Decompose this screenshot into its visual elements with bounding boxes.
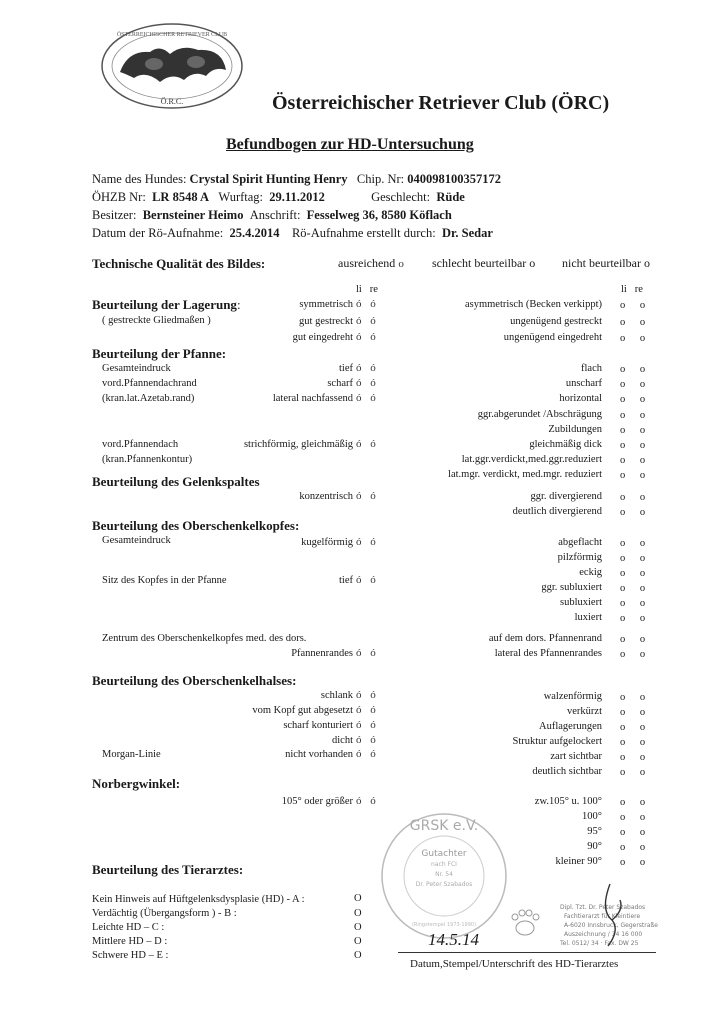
mark-d100: o o	[620, 812, 652, 823]
section-norberg: Norbergwinkel:	[92, 776, 181, 791]
row-flach: flach	[581, 363, 602, 374]
row-gesamteindruck: Gesamteindruck	[102, 363, 171, 374]
chip-number: 040098100357172	[407, 172, 502, 186]
row-scharf: scharf	[327, 378, 353, 389]
dog-name: Crystal Spirit Hunting Henry	[189, 172, 348, 186]
row-nichtvorh: nicht vorhanden	[285, 749, 353, 760]
row-pfannenrandes: Pfannenrandes	[291, 648, 353, 659]
stamp-role: Gutachter	[421, 849, 467, 859]
vet-signature	[590, 880, 630, 950]
row-asymm: asymmetrisch (Becken verkippt)	[464, 299, 602, 310]
row-deutdiv: deutlich divergierend	[512, 506, 602, 517]
row-zart: zart sichtbar	[550, 751, 602, 762]
chip-label: Chip. Nr:	[356, 172, 405, 186]
quality-opt-ausreichend: ausreichend o	[338, 256, 407, 270]
row-latggr: lat.ggr.verdickt,med.ggr.reduziert	[461, 454, 602, 465]
handwritten-date: 14.5.14	[428, 930, 479, 949]
mark-gleichdick: o o	[620, 440, 652, 451]
stamp-years: (Ringstempel 1973-1990)	[411, 922, 477, 928]
logo-ring-text: ÖSTERREICHISCHER RETRIEVER CLUB	[116, 32, 228, 38]
info-line-2	[92, 190, 465, 205]
signature-label: Datum,Stempel/Unterschrift des HD-Tierarztes	[410, 958, 619, 970]
row-zubildungen: Zubildungen	[548, 424, 602, 435]
row-strich: strichförmig, gleichmäßig	[243, 439, 353, 450]
row-latdors: lateral des Pfannenrandes	[494, 648, 602, 659]
quality-opt-schlecht: schlecht beurteilbar o	[432, 256, 536, 270]
quality-label: Technische Qualität des Bildes:	[92, 256, 266, 271]
mark-ggrsub: o o	[620, 583, 652, 594]
row-ggrsub: ggr. subluxiert	[541, 582, 602, 593]
row-ggrdiv: ggr. divergierend	[530, 491, 602, 502]
row-eckig: eckig	[579, 567, 602, 578]
row-tief: tief	[339, 363, 353, 374]
info-line-4	[92, 226, 493, 241]
row-sitz: Sitz des Kopfes in der Pfanne	[102, 575, 227, 586]
mark-ggrdiv: o o	[620, 492, 652, 503]
row-lux: luxiert	[574, 612, 602, 623]
mark-dicht: ó ó	[356, 734, 379, 746]
row-vordpfd: vord.Pfannendach	[102, 439, 179, 450]
mark-guteingedreht: ó ó	[356, 331, 379, 343]
mark-kleiner90: o o	[620, 857, 652, 868]
verdict-a: Kein Hinweis auf Hüftgelenksdysplasie (HD) - A :	[92, 894, 305, 905]
row-vord: vord.Pfannendachrand	[102, 378, 197, 389]
mark-d95: o o	[620, 827, 652, 838]
row-ggrabgerundet: ggr.abgerundet /Abschrägung	[477, 409, 602, 420]
row-unscharf: unscharf	[565, 378, 602, 389]
mark-ungestreckt: o o	[620, 317, 652, 328]
vet-stamp-line-4: Auszeichnung / 34 16 000	[564, 931, 643, 938]
verdict-b-mark: O	[354, 908, 362, 919]
section-kopf: Beurteilung des Oberschenkelkopfes:	[92, 518, 300, 533]
mark-tief: ó ó	[356, 362, 379, 374]
row-schlank: schlank	[320, 690, 353, 701]
mark-sub: o o	[620, 598, 652, 609]
wurftag-label: Wurftag:	[218, 190, 264, 204]
row-dicht: dicht	[332, 735, 353, 746]
mark-latmgr: o o	[620, 470, 652, 481]
row-scharfkont: scharf konturiert	[283, 720, 353, 731]
ohzb-label: ÖHZB Nr:	[92, 190, 146, 204]
paw-icon	[508, 908, 542, 938]
row-lateral: lateral nachfassend	[272, 393, 353, 404]
col-header-right: li re	[621, 284, 643, 295]
logo-abbrev: Ö.R.C.	[160, 97, 184, 106]
owner-value: Bernsteiner Heimo	[142, 208, 244, 222]
address-label: Anschrift:	[249, 208, 301, 222]
verdict-d: Mittlere HD – D :	[92, 936, 168, 947]
mark-zart: o o	[620, 752, 652, 763]
vet-stamp-line-1: Dipl. Tzt. Dr. Peter Szabados	[560, 904, 646, 911]
name-label: Name des Hundes:	[92, 172, 187, 186]
mark-schlank: ó ó	[356, 689, 379, 701]
mark-flach: o o	[620, 364, 652, 375]
mark-uneingedreht: o o	[620, 333, 652, 344]
sex-label: Geschlecht:	[371, 190, 431, 204]
row-zw105: zw.105° u. 100°	[534, 796, 602, 807]
stamp-sub: nach FCI	[431, 861, 457, 868]
grsk-round-stamp	[378, 810, 510, 942]
mark-zw105: o o	[620, 797, 652, 808]
mark-verkurzt: o o	[620, 707, 652, 718]
row-sub: subluxiert	[560, 597, 602, 608]
mark-scharfkont: ó ó	[356, 719, 379, 731]
mark-unscharf: o o	[620, 379, 652, 390]
section-tierarzt: Beurteilung des Tierarztes:	[92, 862, 244, 877]
wurftag-value: 29.11.2012	[269, 190, 325, 204]
mark-struktur: o o	[620, 737, 652, 748]
row-verkurzt: verkürzt	[567, 706, 602, 717]
mark-asymm: o o	[620, 300, 652, 311]
info-line-1	[92, 172, 501, 187]
mark-auflag: o o	[620, 722, 652, 733]
info-line-3	[92, 208, 452, 223]
row-zentrum: Zentrum des Oberschenkelkopfes med. des dors.	[102, 633, 307, 644]
row-kopf-gesamt: Gesamteindruck	[102, 535, 171, 546]
mark-tief2: ó ó	[356, 574, 379, 586]
row-struktur: Struktur aufgelockert	[512, 736, 602, 747]
mark-latggr: o o	[620, 455, 652, 466]
mark-gutgestreckt: ó ó	[356, 315, 379, 327]
row-morgan: Morgan-Linie	[102, 749, 161, 760]
row-walzen: walzenförmig	[543, 691, 602, 702]
xray-by-label: Rö-Aufnahme erstellt durch:	[291, 226, 436, 240]
mark-konzentrisch: ó ó	[356, 490, 379, 502]
row-deutsicht: deutlich sichtbar	[532, 766, 602, 777]
mark-zubildungen: o o	[620, 425, 652, 436]
org-title: Österreichischer Retriever Club (ÖRC)	[272, 92, 610, 114]
ohzb-number: LR 8548 A	[152, 190, 210, 204]
mark-pilz: o o	[620, 553, 652, 564]
mark-abgeflacht: o o	[620, 538, 652, 549]
row-auflag: Auflagerungen	[539, 721, 602, 732]
mark-lateral: ó ó	[356, 392, 379, 404]
mark-deutsicht: o o	[620, 767, 652, 778]
mark-nichtvorh: ó ó	[356, 748, 379, 760]
mark-ggrabgerundet: o o	[620, 410, 652, 421]
signature-line	[398, 952, 656, 953]
vet-stamp-line-5: Tel. 0512/ 34 · Fax. DW 25	[560, 940, 639, 947]
xray-date-label: Datum der Rö-Aufnahme:	[92, 226, 224, 240]
row-symm: symmetrisch	[299, 299, 353, 310]
owner-label: Besitzer:	[92, 208, 137, 222]
mark-horizontal: o o	[620, 394, 652, 405]
row-pilz: pilzförmig	[557, 552, 602, 563]
row-konzentrisch: konzentrisch	[299, 491, 353, 502]
verdict-e: Schwere HD – E :	[92, 950, 169, 961]
stamp-name: Dr. Peter Szabados	[415, 881, 473, 888]
address-value: Fesselweg 36, 8580 Köflach	[306, 208, 452, 222]
mark-d90: o o	[620, 842, 652, 853]
mark-lux: o o	[620, 613, 652, 624]
verdict-e-mark: O	[354, 950, 362, 961]
section-gelenkspalt: Beurteilung des Gelenkspaltes	[92, 474, 260, 489]
row-kranlat: (kran.lat.Azetab.rand)	[102, 393, 195, 404]
col-header-left: li re	[356, 284, 378, 295]
verdict-c: Leichte HD – C :	[92, 922, 165, 933]
verdict-d-mark: O	[354, 936, 362, 947]
row-d90: 90°	[587, 841, 602, 852]
xray-date-value: 25.4.2014	[229, 226, 280, 240]
section-lagerung: Beurteilung der Lagerung:	[92, 297, 241, 312]
section-hals: Beurteilung des Oberschenkelhalses:	[92, 673, 297, 688]
row-abgeflacht: abgeflacht	[558, 537, 602, 548]
mark-aufdors: o o	[620, 634, 652, 645]
verdict-b: Verdächtig (Übergangsform ) - B :	[92, 908, 237, 919]
row-uneingedreht: ungenügend eingedreht	[503, 332, 602, 343]
row-d95: 95°	[587, 826, 602, 837]
mark-scharf: ó ó	[356, 377, 379, 389]
mark-walzen: o o	[620, 692, 652, 703]
quality-opt-nicht: nicht beurteilbar o	[562, 256, 650, 270]
stamp-org: GRSK e.V.	[409, 818, 479, 834]
mark-deg105: ó ó	[356, 795, 379, 807]
section-pfanne: Beurteilung der Pfanne:	[92, 346, 227, 361]
row-guteingedreht: gut eingedreht	[292, 332, 353, 343]
form-title: Befundbogen zur HD-Untersuchung	[226, 136, 474, 153]
mark-deutdiv: o o	[620, 507, 652, 518]
xray-by-value: Dr. Sedar	[441, 226, 493, 240]
verdict-a-mark: O	[354, 893, 362, 904]
vet-stamp-line-3: A-6020 Innsbruck, Gegerstraße	[564, 922, 658, 929]
mark-pfannenrandes: ó ó	[356, 647, 379, 659]
stamp-no: Nr. 54	[435, 871, 453, 878]
row-latmgr: lat.mgr. verdickt, med.mgr. reduziert	[448, 469, 602, 480]
row-tief2: tief	[339, 575, 353, 586]
row-gutgestreckt: gut gestreckt	[299, 316, 353, 327]
lagerung-sub: ( gestreckte Gliedmaßen )	[102, 315, 211, 326]
sex-value: Rüde	[436, 190, 465, 204]
vet-stamp	[508, 896, 668, 954]
mark-latdors: o o	[620, 649, 652, 660]
row-horizontal: horizontal	[559, 393, 602, 404]
row-deg105: 105° oder größer	[281, 796, 353, 807]
orc-logo	[98, 20, 246, 112]
row-vomkopf: vom Kopf gut abgesetzt	[252, 705, 353, 716]
verdict-c-mark: O	[354, 922, 362, 933]
row-ungestreckt: ungenügend gestreckt	[510, 316, 602, 327]
vet-stamp-line-2: Fachtierarzt für Kleintiere	[564, 913, 641, 920]
mark-kugel: ó ó	[356, 536, 379, 548]
mark-eckig: o o	[620, 568, 652, 579]
row-kleiner90: kleiner 90°	[555, 856, 602, 867]
row-kugel: kugelförmig	[301, 537, 353, 548]
mark-vomkopf: ó ó	[356, 704, 379, 716]
mark-strich: ó ó	[356, 438, 379, 450]
row-kranpf: (kran.Pfannenkontur)	[102, 454, 193, 465]
row-aufdors: auf dem dors. Pfannenrand	[488, 633, 602, 644]
mark-symm: ó ó	[356, 298, 379, 310]
row-gleichdick: gleichmäßig dick	[529, 439, 602, 450]
row-d100: 100°	[582, 811, 602, 822]
